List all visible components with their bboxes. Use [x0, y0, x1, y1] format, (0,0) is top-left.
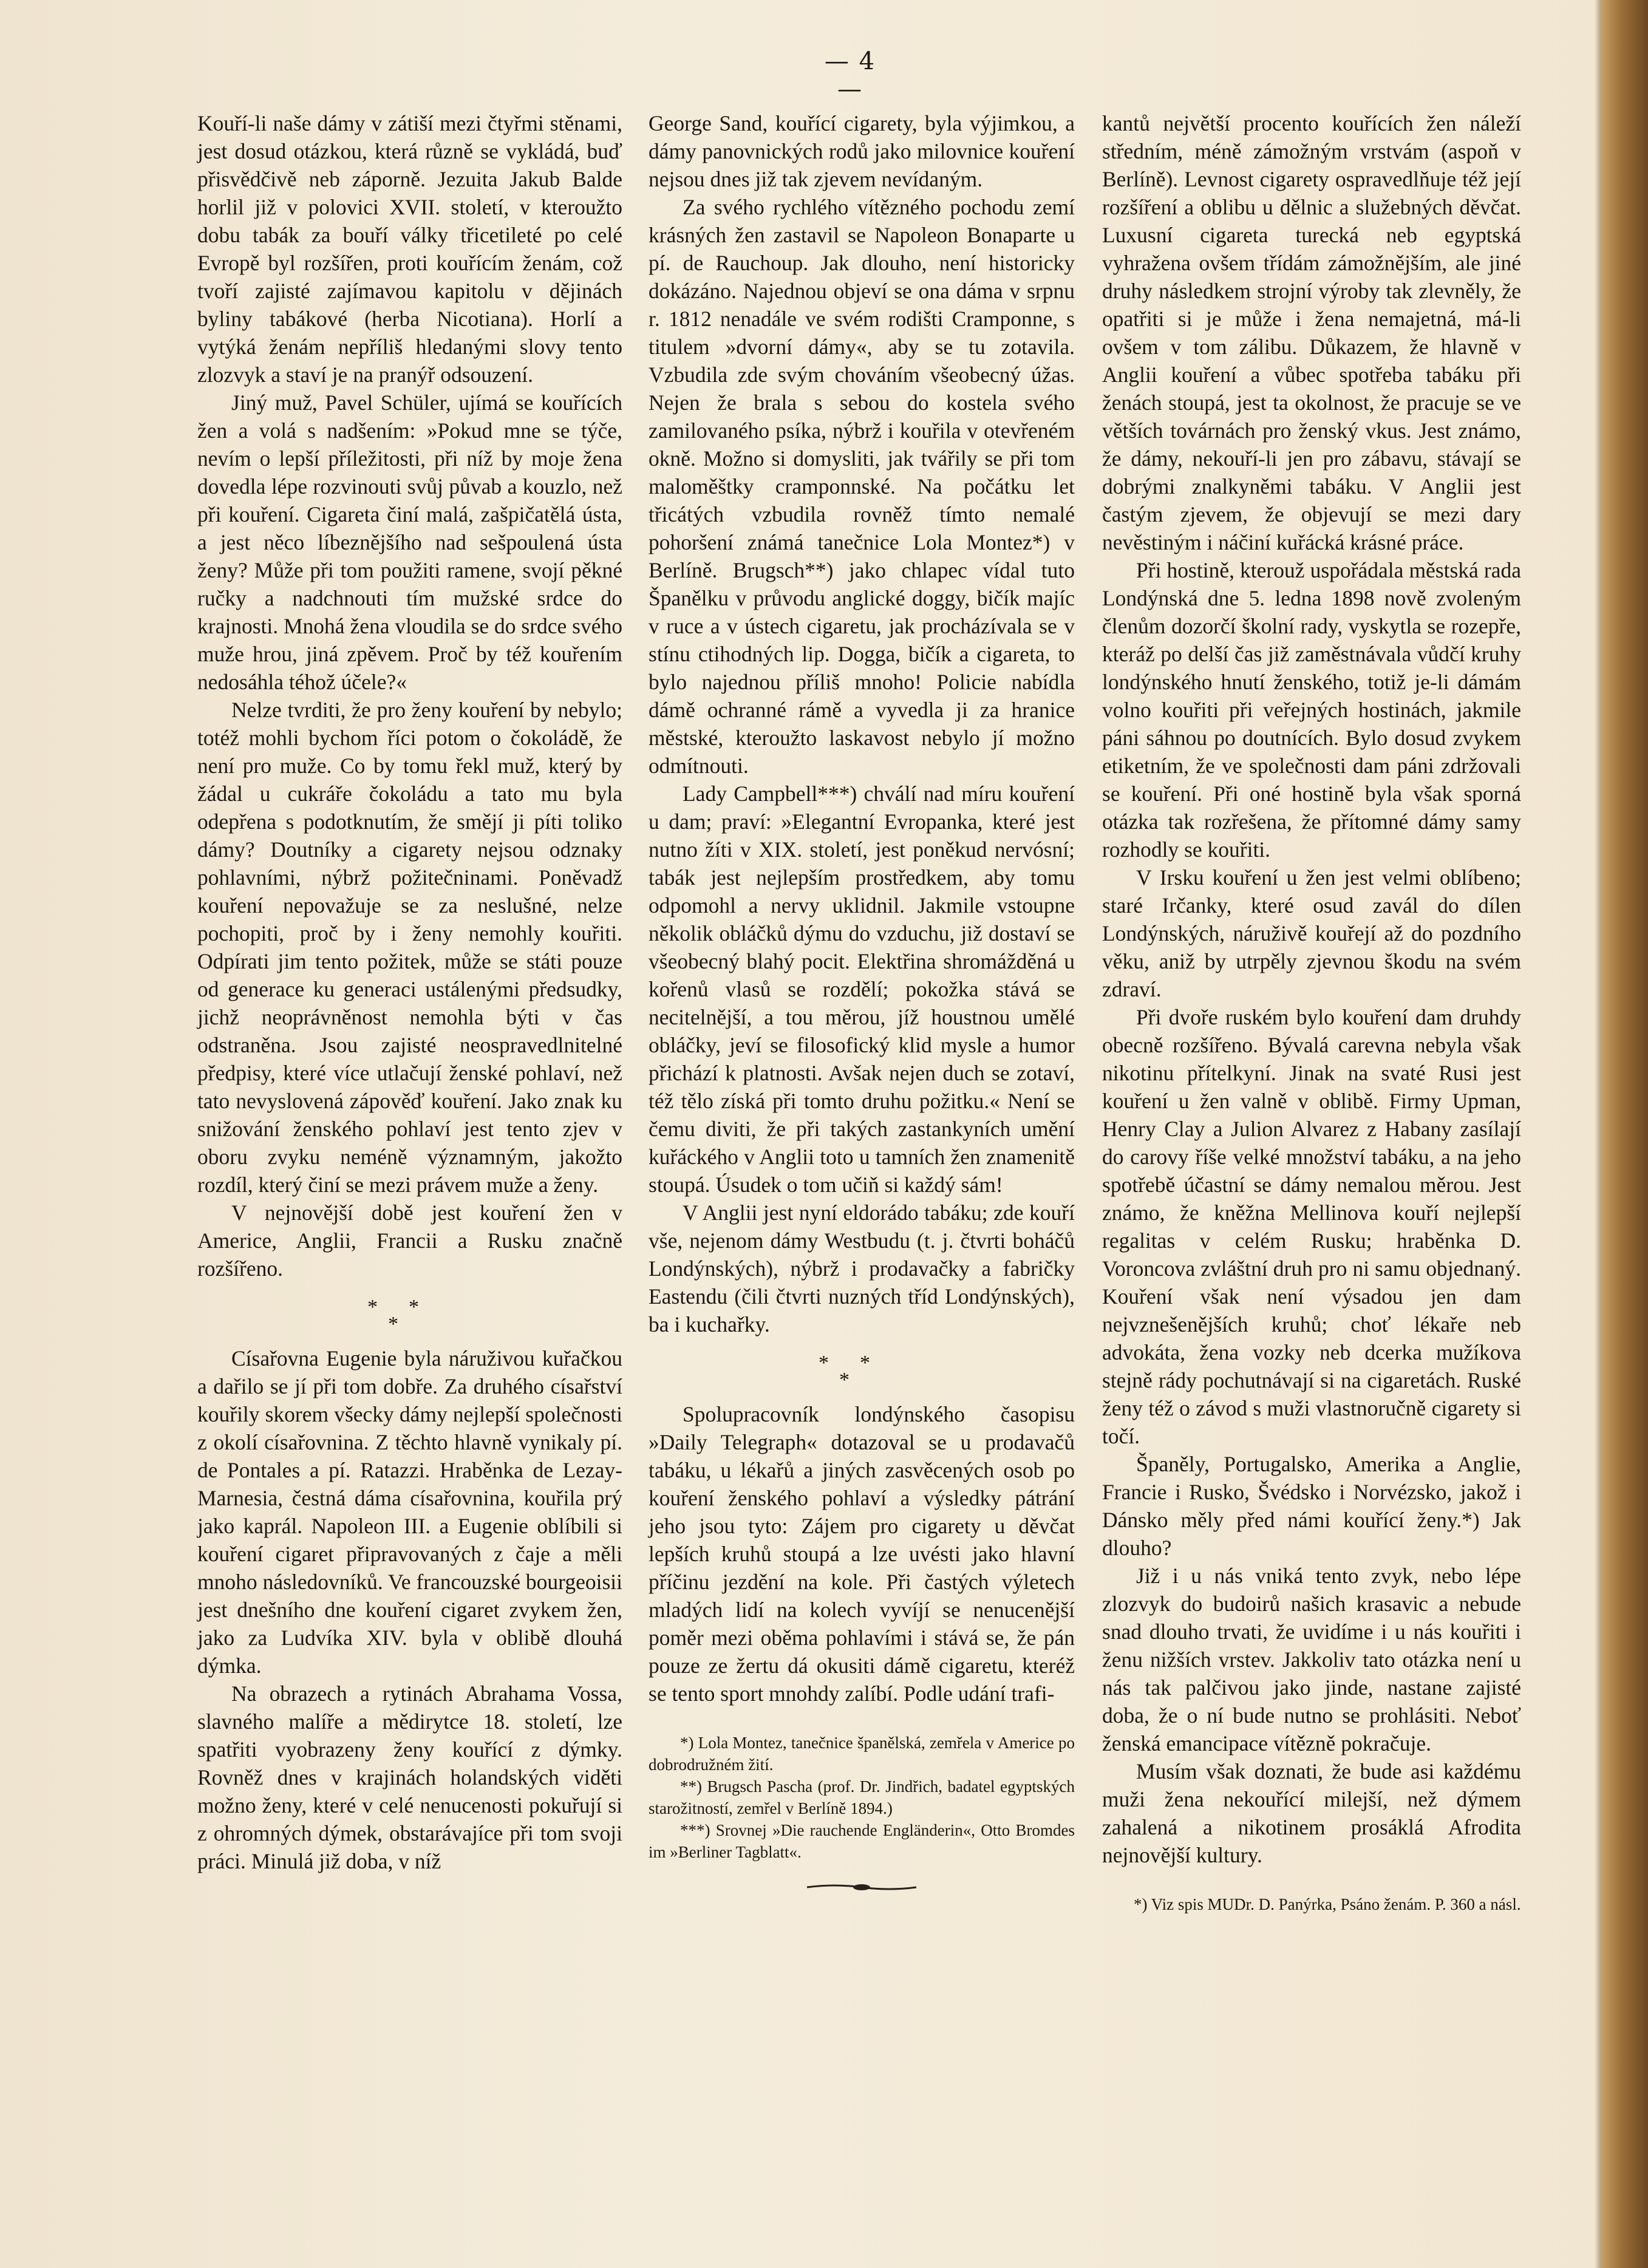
separator-star: *	[367, 1296, 378, 1318]
book-binding	[1601, 0, 1648, 2268]
footnotes	[649, 1732, 1075, 1863]
paragraph: Císařovna Eugenie byla náruživou kuřačkou a dařilo se jí při tom dobře. Za druhého císařství kouřily skorem všecky dámy nejlepší společnosti z okolí císařovnina. Z těchto hlavně vynikaly pí. de Pontales a pí. Ratazzi. Hraběnka de Lezay-Marnesia, čestná dáma císařovnina, kouřila prý jako kaprál. Napoleon III. a Eugenie oblíbili si kouření cigaret připravovaných z čaje a měli mnoho následovníků. Ve francouzské bourgeoisii jest dnešního dne kouření cigaret zvykem žen, jako za Ludvíka XIV. byla v oblibě dlouhá dýmka.	[197, 1346, 622, 1678]
page-number: — 4 —	[824, 47, 876, 103]
binding-shadow	[1595, 0, 1601, 2268]
separator-star: *	[409, 1296, 419, 1318]
paragraph: Při hostině, kterouž uspořádala městská rada Londýnská dne 5. ledna 1898 nově zvoleným členům dozorčí školní rady, vyskytla se rozepře, kteráž po delší čas již zaměstnávala vůdčí kruhy londýnského hnutí ženského, totiž je-li dámám volno kouřiti při veřejných hostinách, jakmile páni sáhnou po doutnících. Bylo dosud zvykem etiketním, že ve společnosti dam páni zdržovali se kouření. Při oné hostině byla však sporná otázka tak rozřešena, že přítomné dámy samy rozhodly se kouřiti.	[1102, 558, 1521, 862]
separator-star: *	[839, 1369, 850, 1391]
section-separator	[649, 1346, 1075, 1394]
section-separator	[197, 1290, 622, 1338]
paragraph: Již i u nás vniká tento zvyk, nebo lépe zlozvyk do budoirů našich krasavic a nebude snad dlouho trvati, že uvidíme i u nás kouřiti i ženu nižších vrstev. Jakkoliv tato otázka není u nás tak palčivou jako jinde, nastane zajisté doba, že o ní bude nutno se prohlásiti. Neboť ženská emancipace vítězně pokračuje.	[1102, 1564, 1521, 1755]
paragraph: Při dvoře ruském bylo kouření dam druhdy obecně rozšířeno. Bývalá carevna nebyla však nikotinu přítelkyní. Jinak na svaté Rusi jest kouření u žen valně v oblibě. Firmy Upman, Henry Clay a Julion Alvarez z Habany zasílají do carovy říše velké množství tabáku, a na jeho spotřebě účastní se dámy nemalou měrou. Jest známo, že kněžna Mellinova kouří nejlepší regalitas v celém Rusku; hraběnka D. Voroncova zvláštní druh pro ni samu objednaný. Kouření však není výsadou jen dam nejvznešenějších kruhů; choť lékaře neb advokáta, žena vozky neb dcerka mužíkova stejně rády pochutnávají si na cigaretách. Ruské ženy též o závod s muži vlastnoručně cigarety si točí.	[1102, 1005, 1521, 1448]
paragraph: Musím však doznati, že bude asi každému muži žena nekouřící milejší, než dýmem zahalená a nikotinem prosáklá Afrodita nejnovější kultury.	[1102, 1759, 1521, 1867]
separator-star: *	[860, 1352, 870, 1374]
column-1	[197, 109, 622, 1875]
paragraph: Španěly, Portugalsko, Amerika a Anglie, Francie i Rusko, Švédsko i Norvézsko, jakož i Dánsko měly před námi kouřící ženy.*) Jak dlouho?	[1102, 1452, 1521, 1560]
paragraph: Lady Campbell***) chválí nad míru kouření u dam; praví: »Elegantní Evropanka, které jest nutno žíti v XIX. století, jest poněkud nervósní; tabák jest nejlepším prostředkem, aby tomu odpomohl a nervy uklidnil. Jakmile vstoupne několik obláčků dýmu do vzduchu, již dostaví se všeobecný blahý pocit. Elektřina shromážděná u kořenů vlasů se rozdělí; pokožka stává se necitelnější, a tou měrou, jíž houstnou umělé obláčky, jeví se filosofický klid mysle a humor přichází k platnosti. Avšak nejen duch se zotaví, též tělo získá při tomto druhu požitku.« Není se čemu diviti, že při takých zastankyních umění kuřáckého v Anglii toto u tamních žen znamenitě stoupá. Úsudek o tom učiň si každý sám!	[649, 782, 1075, 1197]
separator-star: *	[388, 1313, 398, 1335]
footnote: *) Viz spis MUDr. D. Panýrka, Psáno ženám. P. 360 a násl.	[1134, 1895, 1521, 1913]
paragraph: V nejnovější době jest kouření žen v Americe, Anglii, Francii a Rusku značně rozšířeno.	[197, 1200, 622, 1281]
paragraph: V Irsku kouření u žen jest velmi oblíbeno; staré Irčanky, které osud zavál do dílen Londýnských, náruživě kouřejí až do pozdního věku, aniž by utrpěly zjevnou škodu na svém zdraví.	[1102, 865, 1521, 1001]
footnote: **) Brugsch Pascha (prof. Dr. Jindřich, badatel egyptských starožitností, zemřel v Berlíně 1894.)	[649, 1777, 1075, 1817]
column-3	[1102, 109, 1521, 1915]
paragraph: kantů největší procento kouřících žen náleží středním, méně zámožným vrstvám (aspoň v Berlíně). Levnost cigarety ospravedlňuje též její rozšíření a oblibu u dělnic a služebných děvčat. Luxusní cigareta turecká neb egyptská vyhražena ovšem třídám zámožnějším, ale jiné druhy následkem strojní výroby tak zlevněly, že opatřiti si je může i žena nemajetná, má-li ovšem v tom zálibu. Důkazem, že hlavně v Anglii kouření a vůbec spotřeba tabáku při ženách stoupá, jest ta okolnost, že pracuje se ve větších továrnách pro ženský vkus. Jest známo, že dámy, nekouří-li jen pro zábavu, stávají se dobrými znalkyněmi tabáku. V Anglii jest častým zjevem, že objevují se mezi dary nevěstiným i náčiní kuřácká krásné práce.	[1102, 111, 1521, 554]
paragraph: Na obrazech a rytinách Abrahama Vossa, slavného malíře a mědirytce 18. století, lze spatřiti vyobrazeny ženy kouřící z dýmky. Rovněž dnes v krajinách holandských viděti možno ženy, které v celé nenucenosti pokuřují si z ohromných dýmek, obstarávajíce při tom svoji práci. Minulá již doba, v níž	[197, 1681, 622, 1873]
footnotes	[1102, 1893, 1521, 1915]
paragraph: Spolupracovník londýnského časopisu »Daily Telegraph« dotazoval se u prodavačů tabáku, u lékařů a jiných zasvěcených osob po kouření ženského pohlaví a výsledky pátrání jeho jsou tyto: Zájem pro cigarety u děvčat lepších kruhů stoupá a lze uvésti jako hlavní příčinu jezdění na kole. Při častých výletech mladých lidí na kolech vyvíjí se nenucenější poměr mezi oběma pohlavími i stává se, že pán pouze ze žertu dá okusiti dámě cigaretu, kteréž se tento sport mnohdy zalíbí. Podle udání trafi-	[649, 1402, 1075, 1706]
paragraph: Nelze tvrditi, že pro ženy kouření by nebylo; totéž mohli bychom říci potom o čokoládě, že není pro muže. Co by tomu řekl muž, který by žádal u cukráře čokoládu a tato mu byla odepřena s podotknutím, že smějí ji píti toliko dámy? Doutníky a cigarety nejsou odznaky pohlavními, nýbrž požitečninami. Poněvadž kouření nepovažuje se za neslušné, nelze pochopiti, proč by i ženy nemohly kouřiti. Odpírati jim tento požitek, může se státi pouze od generace ku generaci ustálenými předsudky, jichž neoprávněnost nemohla býti v čas odstraněna. Jsou zajisté neospravedlnitelné předpisy, které více utlačují ženské pohlaví, než tato nevyslovená zápověď kouření. Jako znak ku snižování ženského pohlaví jest tento zjev v oboru zvyku neméně významným, jakožto rozdíl, který činí se mezi právem muže a ženy.	[197, 698, 622, 1197]
footnote: *) Lola Montez, tanečnice španělská, zemřela v Americe po dobrodružném žití.	[649, 1734, 1075, 1774]
paragraph: Za svého rychlého vítězného pochodu zemí krásných žen zastavil se Napoleon Bonaparte u pí. de Rauchoup. Jak dlouho, není historicky dokázáno. Najednou objeví se ona dáma v srpnu r. 1812 nenadále ve svém rodišti Cramponne, s titulem »dvorní dámy«, aby se tu zotavila. Vzbudila zde svým chováním všeobecný úžas. Nejen že brala s sebou do kostela svého zamilovaného psíka, nýbrž i kouřila v otevřeném okně. Možno si domysliti, jak tvářily se při tom maloměštky cramponnské. Na počátku let třicátých vzbudila rovněž tímto nemalé pohoršení známá tanečnice Lola Montez*) v Berlíně. Brugsch**) jako chlapec vídal tuto Španělku v průvodu anglické doggy, bičík majíc v ruce a v ústech cigaretu, jak procházívala se v stínu ctihodných lip. Dogga, bičík a cigareta, to bylo najednou příliš mnoho! Policie nabídla dámě ochranné rámě a vyvedla ji za hranice městské, kteroužto laskavost nebylo jí možno odmítnouti.	[649, 195, 1075, 778]
footnote: ***) Srovnej »Die rauchende Engländerin«, Otto Bromdes im »Berliner Tagblatt«.	[649, 1821, 1075, 1861]
paragraph: Kouří-li naše dámy v zátiší mezi čtyřmi stěnami, jest dosud otázkou, která různě se vykládá, buď přisvědčivě neb záporně. Jezuita Jakub Balde horlil již v polovici XVII. století, v kteroužto dobu tabák za bouří války třicetileté po celé Evropě byl rozšířen, proti kouřícím ženám, což tvoří zajisté zajímavou kapitolu v dějinách byliny tabákové (herba Nicotiana). Horlí a vytýká ženám nepříliš hledanými slovy tento zlozvyk a staví je na pranýř odsouzení.	[197, 111, 622, 387]
paragraph: Jiný muž, Pavel Schüler, ujímá se kouřících žen a volá s nadšením: »Pokud mne se týče, nevím o lepší příležitosti, při níž by moje žena dovedla lépe rozvinouti svůj půvab a kouzlo, než při kouření. Cigareta činí malá, zašpičatělá ústa, a jest něco líbeznějšího nad sešpoulená ústa ženy? Může při tom použiti ramene, svojí pěkné ručky a nadchnouti tím mužské srdce do krajnosti. Mnohá žena vloudila se do srdce svého muže hrou, jiná zpěvem. Proč by též kouřením nedosáhla téhož účele?«	[197, 390, 622, 694]
separator-star: *	[819, 1352, 829, 1374]
column-2	[649, 109, 1075, 1893]
paragraph: V Anglii jest nyní eldorádo tabáku; zde kouří vše, nejenom dámy Westbudu (t. j. čtvrti boháčů Londýnských), nýbrž i prodavačky a fabričky Eastendu (čili čtvrti nuzných tříd Londýnských), ba i kuchařky.	[649, 1200, 1075, 1337]
end-ornament	[804, 1881, 919, 1893]
paragraph: George Sand, kouřící cigarety, byla výjimkou, a dámy panovnických rodů jako milovnice kouření nejsou dnes již tak zjevem nevídaným.	[649, 111, 1075, 191]
